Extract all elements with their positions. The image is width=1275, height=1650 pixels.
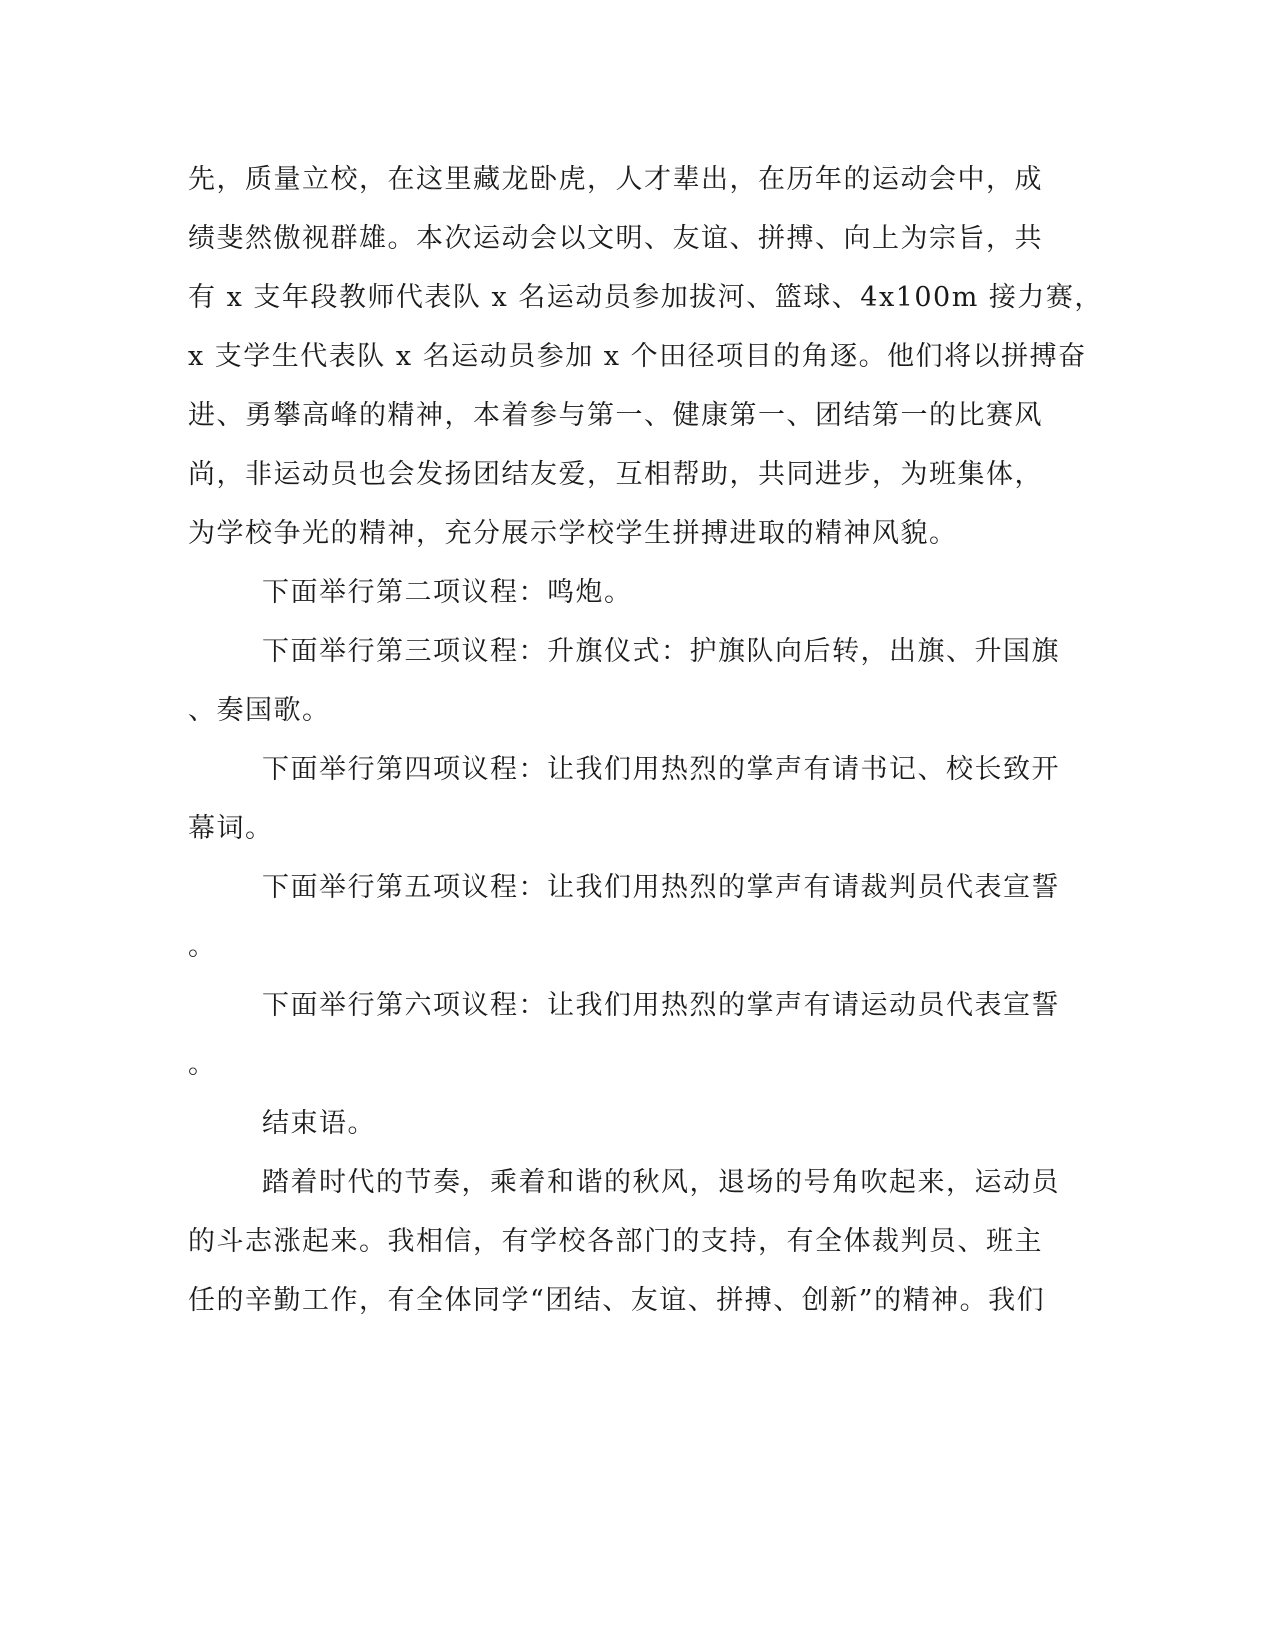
text-line: 、奏国歌。 xyxy=(188,695,331,726)
agenda-item-3: 下面举行第三项议程：升旗仪式：护旗队向后转，出旗、升国旗 xyxy=(262,636,1060,667)
agenda-item-2: 下面举行第二项议程：鸣炮。 xyxy=(262,577,633,608)
text-line: x 支学生代表队 x 名运动员参加 x 个田径项目的角逐。他们将以拼搏奋 xyxy=(188,341,1087,372)
text-line: 为学校争光的精神，充分展示学校学生拼搏进取的精神风貌。 xyxy=(188,518,958,549)
text-line: 任的辛勤工作，有全体同学“团结、友谊、拼搏、创新”的精神。我们 xyxy=(188,1285,1046,1316)
text-line: 尚，非运动员也会发扬团结友爱，互相帮助，共同进步，为班集体， xyxy=(188,459,1043,490)
closing-heading: 结束语。 xyxy=(262,1108,376,1139)
text-line: 的斗志涨起来。我相信，有学校各部门的支持，有全体裁判员、班主 xyxy=(188,1226,1043,1257)
text-line: 绩斐然傲视群雄。本次运动会以文明、友谊、拼搏、向上为宗旨，共 xyxy=(188,223,1043,254)
text-line: 。 xyxy=(188,1049,217,1080)
agenda-item-5: 下面举行第五项议程：让我们用热烈的掌声有请裁判员代表宣誓 xyxy=(262,872,1060,903)
agenda-item-6: 下面举行第六项议程：让我们用热烈的掌声有请运动员代表宣誓 xyxy=(262,990,1060,1021)
text-line: 进、勇攀高峰的精神，本着参与第一、健康第一、团结第一的比赛风 xyxy=(188,400,1043,431)
text-line: 有 x 支年段教师代表队 x 名运动员参加拔河、篮球、4x100m 接力赛， xyxy=(188,282,1103,313)
agenda-item-4: 下面举行第四项议程：让我们用热烈的掌声有请书记、校长致开 xyxy=(262,754,1060,785)
closing-paragraph-start: 踏着时代的节奏，乘着和谐的秋风，退场的号角吹起来，运动员 xyxy=(262,1167,1060,1198)
text-line: 。 xyxy=(188,931,217,962)
text-line: 先，质量立校，在这里藏龙卧虎，人才辈出，在历年的运动会中，成 xyxy=(188,164,1043,195)
text-line: 幕词。 xyxy=(188,813,274,844)
